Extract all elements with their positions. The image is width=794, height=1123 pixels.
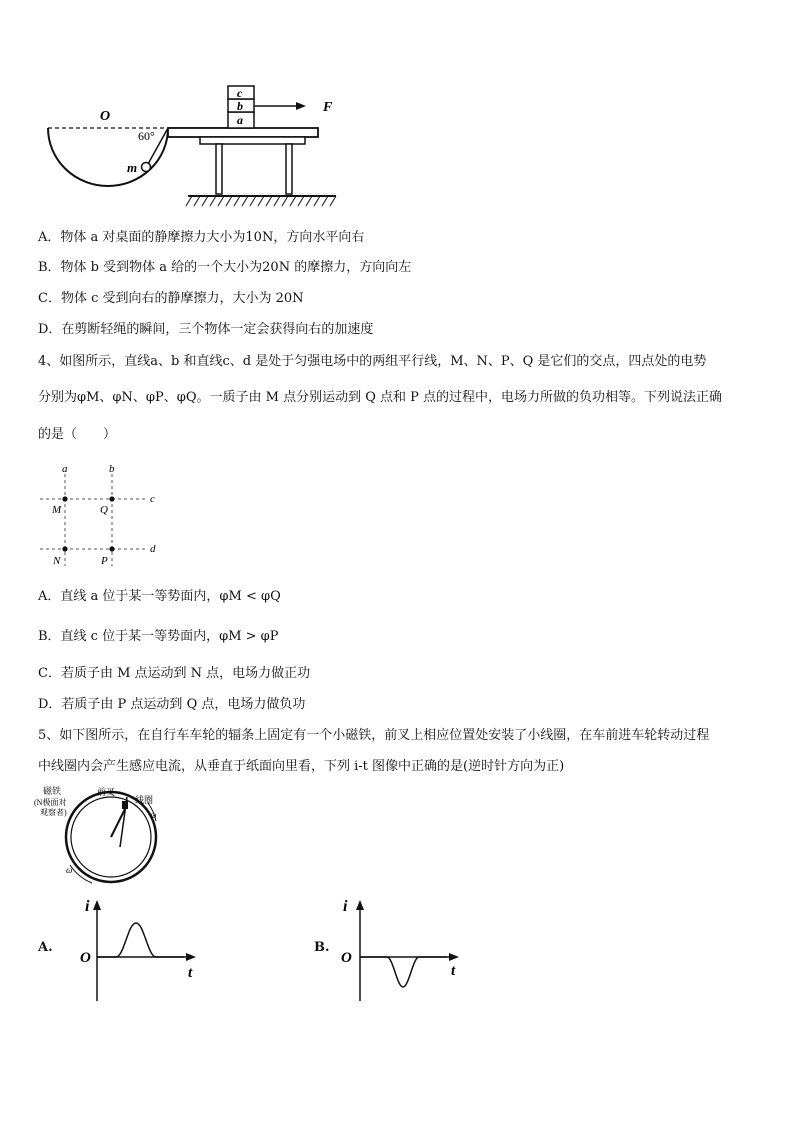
q5-stem-line-2: 中线圈内会产生感应电流，从垂直于纸面向里看，下列 i-t 图像中正确的是(逆时针方向为正) xyxy=(38,759,565,774)
label-magnet-note-1: (N极面对 xyxy=(34,798,67,807)
label-angle: 60° xyxy=(138,129,155,143)
graph-b-y-label: i xyxy=(343,898,348,915)
label-omega-bottom: ω xyxy=(66,865,73,875)
point-m xyxy=(62,496,67,501)
graph-a-origin: O xyxy=(80,950,91,966)
label-block-a: a xyxy=(237,113,243,127)
label-magnet: 磁铁 xyxy=(43,786,62,796)
label-omega-top: ω xyxy=(150,810,157,820)
graph-b-origin: O xyxy=(341,950,352,966)
ball-m xyxy=(142,163,151,172)
label-coil: 线圈 xyxy=(135,795,154,805)
q4-option-b: B．直线 c 位于某一等势面内，φM > φP xyxy=(38,629,279,644)
graph-a-y-label: i xyxy=(85,898,90,915)
q5-stem-line-1: 5、如下图所示，在自行车车轮的辐条上固定有一个小磁铁，前叉上相应位置处安装了小线圈，在车前进车轮转动过程 xyxy=(38,728,710,743)
q4-stem-line-2: 分别为φM、φN、φP、φQ。一质子由 M 点分别运动到 Q 点和 P 点的过程中，电场力所做的负功相等。下列说法正确 xyxy=(38,390,723,405)
label-magnet-note-2: 观察者) xyxy=(40,808,67,817)
graph-b-x-label: t xyxy=(451,963,456,979)
label-line-c: c xyxy=(150,493,155,505)
q3-option-a: A．物体 a 对桌面的静摩擦力大小为10N，方向水平向右 xyxy=(38,230,365,245)
label-line-b: b xyxy=(109,463,115,475)
point-n xyxy=(62,546,67,551)
label-p: P xyxy=(101,555,108,567)
q3-option-c: C．物体 c 受到向右的静摩擦力，大小为 20N xyxy=(38,291,304,306)
q4-option-c: C．若质子由 M 点运动到 N 点，电场力做正功 xyxy=(38,666,311,681)
graph-b-label: B. xyxy=(314,940,330,955)
label-m: m xyxy=(127,160,138,175)
graph-a xyxy=(72,895,212,1007)
point-p xyxy=(109,546,114,551)
graph-a-x-label: t xyxy=(188,965,193,981)
q4-option-a: A．直线 a 位于某一等势面内，φM < φQ xyxy=(38,589,281,604)
label-n: N xyxy=(53,555,61,567)
graph-b xyxy=(335,895,475,1007)
label-m: M xyxy=(52,504,62,516)
q3-option-b: B．物体 b 受到物体 a 给的一个大小为20N 的摩擦力，方向向左 xyxy=(38,260,412,275)
label-o: O xyxy=(100,109,111,124)
q4-stem-line-3: 的是（ ） xyxy=(38,427,117,442)
label-q: Q xyxy=(100,504,108,516)
figure-field-grid xyxy=(36,460,166,570)
q4-stem-line-1: 4、如图所示，直线a、b 和直线c、d 是处于匀强电场中的两组平行线，M、N、P、Q 是它们的交点，四点处的电势 xyxy=(38,354,707,369)
figure-blocks-table xyxy=(40,80,360,215)
q3-option-d: D．在剪断轻绳的瞬间，三个物体一定会获得向右的加速度 xyxy=(38,322,374,337)
label-block-b: b xyxy=(237,99,243,113)
label-fork: 前叉 xyxy=(97,787,116,797)
point-q xyxy=(109,496,114,501)
label-f: F xyxy=(323,100,333,115)
figure-bicycle-wheel xyxy=(30,783,180,893)
label-line-d: d xyxy=(150,543,156,555)
q4-option-d: D．若质子由 P 点运动到 Q 点，电场力做负功 xyxy=(38,697,306,712)
label-line-a: a xyxy=(62,463,68,475)
label-block-c: c xyxy=(237,86,243,100)
graph-a-label: A. xyxy=(38,940,53,955)
